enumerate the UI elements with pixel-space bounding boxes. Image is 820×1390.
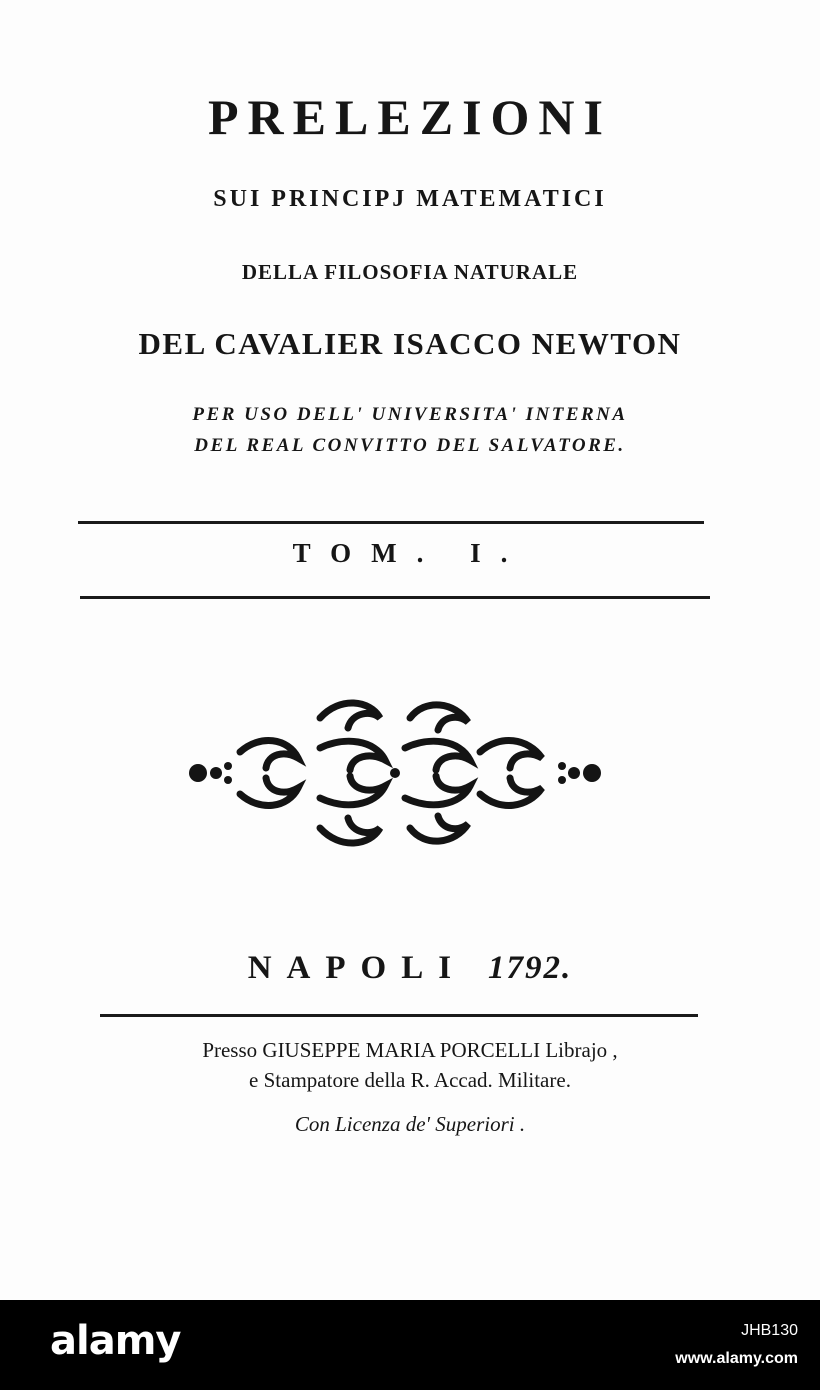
subtitle-line-1: SUI PRINCIPJ MATEMATICI — [213, 186, 607, 212]
subtitle-line-3: DEL CAVALIER ISACCO NEWTON — [138, 326, 682, 361]
image-code: JHB130 — [741, 1322, 798, 1339]
publisher-line-1: Presso GIUSEPPE MARIA PORCELLI Librajo , — [202, 1038, 618, 1062]
baroque-scroll-ornament-icon — [180, 688, 610, 858]
volume-label: TOM. I. — [292, 538, 528, 568]
publisher-line-2: e Stampatore della R. Accad. Militare. — [249, 1068, 571, 1092]
site-url: www.alamy.com — [675, 1350, 798, 1367]
imprint-year: 1792. — [488, 950, 573, 986]
imprint-place-year — [0, 950, 820, 987]
imprint-place: NAPOLI — [247, 950, 467, 986]
subtitle-line-2: DELLA FILOSOFIA NATURALE — [241, 260, 579, 284]
use-line-2: DEL REAL CONVITTO DEL SALVATORE. — [194, 435, 626, 456]
brand-logo: alamy — [50, 1318, 181, 1364]
rule-bottom — [100, 1014, 698, 1017]
license-line: Con Licenza de' Superiori . — [294, 1112, 526, 1136]
rule-middle — [80, 596, 710, 599]
book-title: PRELEZIONI — [208, 89, 612, 145]
watermark-footer — [0, 1300, 820, 1390]
use-line-1: PER USO DELL' UNIVERSITA' INTERNA — [192, 404, 628, 425]
rule-top — [78, 521, 704, 524]
